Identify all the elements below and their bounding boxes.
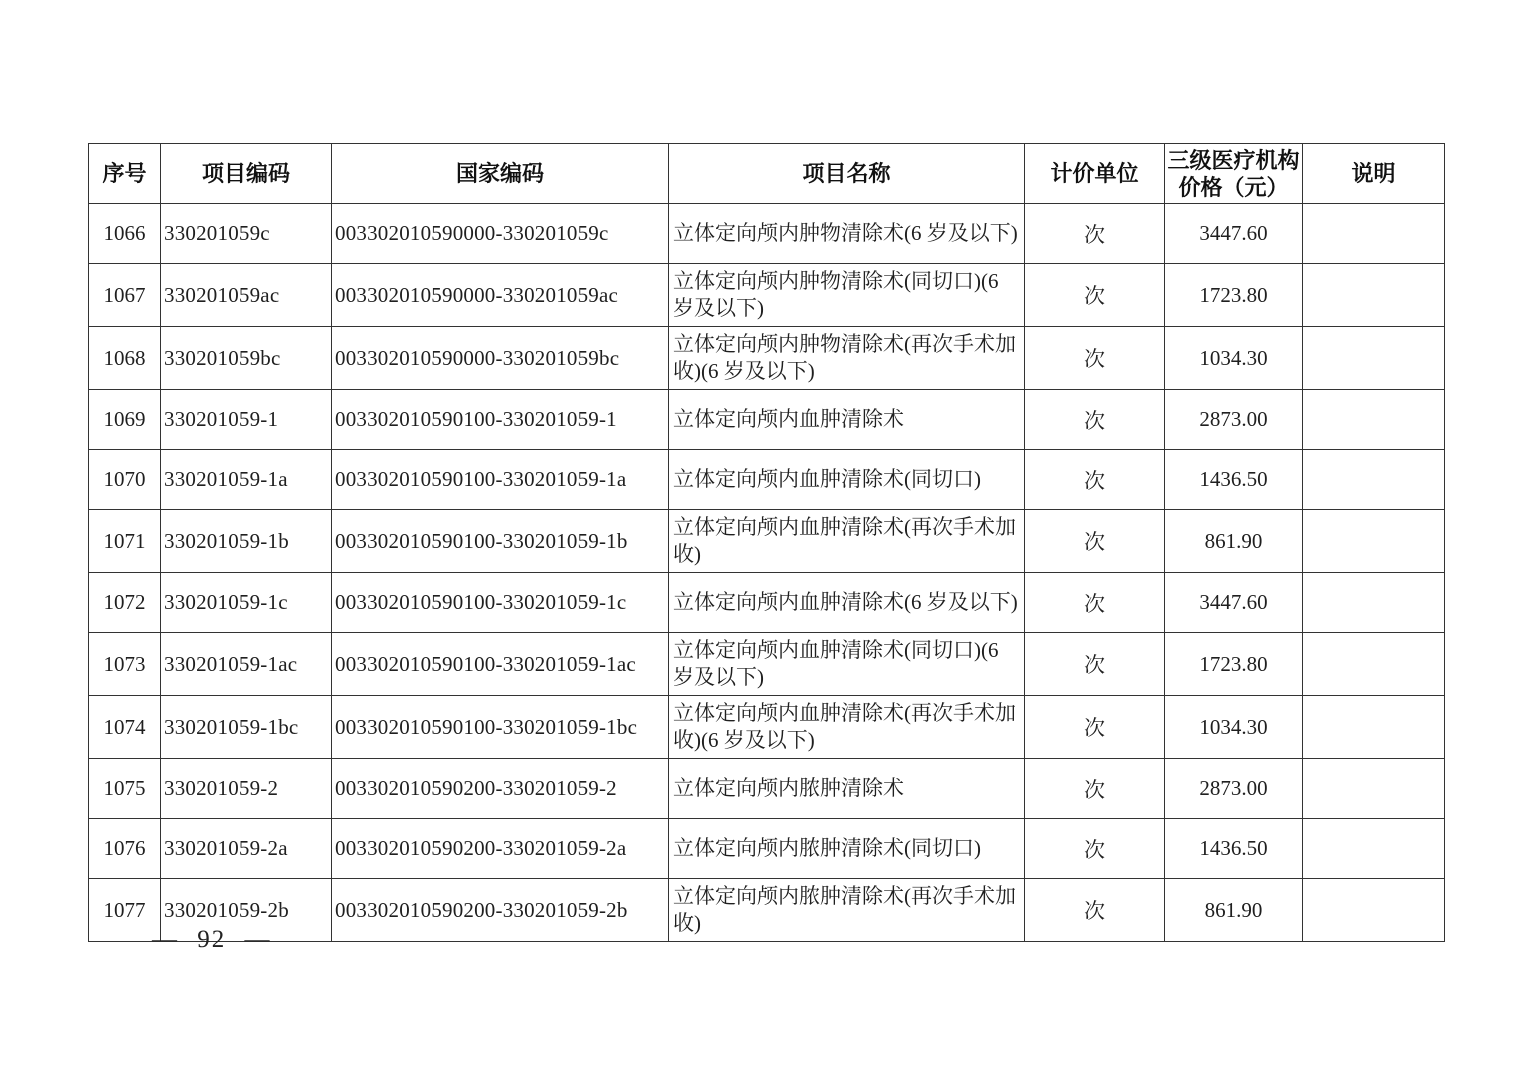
table-row: [89, 327, 1445, 390]
cell-national-code: 003302010590100-330201059-1bc: [332, 696, 669, 759]
cell-item-code: 330201059-2: [161, 759, 332, 819]
cell-item-name: 立体定向颅内肿物清除术(同切口)(6 岁及以下): [669, 264, 1025, 327]
cell-unit: 次: [1025, 879, 1165, 942]
cell-item-name: 立体定向颅内血肿清除术(再次手术加收)(6 岁及以下): [669, 696, 1025, 759]
table-body: [89, 204, 1445, 942]
cell-item-name: 立体定向颅内脓肿清除术(再次手术加收): [669, 879, 1025, 942]
table-row: [89, 510, 1445, 573]
cell-note: [1303, 510, 1445, 573]
table-row: [89, 204, 1445, 264]
col-header-item-code: 项目编码: [161, 144, 332, 204]
cell-note: [1303, 450, 1445, 510]
cell-note: [1303, 327, 1445, 390]
cell-item-name: 立体定向颅内脓肿清除术(同切口): [669, 819, 1025, 879]
cell-unit: 次: [1025, 573, 1165, 633]
cell-item-code: 330201059-1c: [161, 573, 332, 633]
header-row: [89, 144, 1445, 204]
cell-price: 1723.80: [1165, 633, 1303, 696]
col-header-item-name: 项目名称: [669, 144, 1025, 204]
cell-item-name: 立体定向颅内脓肿清除术: [669, 759, 1025, 819]
cell-item-name: 立体定向颅内血肿清除术(6 岁及以下): [669, 573, 1025, 633]
cell-item-code: 330201059bc: [161, 327, 332, 390]
cell-national-code: 003302010590200-330201059-2a: [332, 819, 669, 879]
cell-price: 1436.50: [1165, 819, 1303, 879]
cell-item-code: 330201059-1bc: [161, 696, 332, 759]
price-table: [88, 143, 1445, 942]
table-row: [89, 696, 1445, 759]
cell-index: 1077: [89, 879, 161, 942]
cell-unit: 次: [1025, 264, 1165, 327]
col-header-note: 说明: [1303, 144, 1445, 204]
cell-note: [1303, 696, 1445, 759]
cell-national-code: 003302010590000-330201059ac: [332, 264, 669, 327]
cell-item-name: 立体定向颅内血肿清除术: [669, 390, 1025, 450]
cell-national-code: 003302010590100-330201059-1: [332, 390, 669, 450]
cell-item-code: 330201059ac: [161, 264, 332, 327]
cell-note: [1303, 633, 1445, 696]
cell-index: 1075: [89, 759, 161, 819]
cell-item-code: 330201059-2a: [161, 819, 332, 879]
cell-note: [1303, 390, 1445, 450]
cell-unit: 次: [1025, 450, 1165, 510]
cell-note: [1303, 264, 1445, 327]
cell-item-name: 立体定向颅内血肿清除术(同切口)(6 岁及以下): [669, 633, 1025, 696]
cell-unit: 次: [1025, 510, 1165, 573]
cell-national-code: 003302010590100-330201059-1ac: [332, 633, 669, 696]
cell-unit: 次: [1025, 759, 1165, 819]
cell-unit: 次: [1025, 390, 1165, 450]
cell-unit: 次: [1025, 633, 1165, 696]
cell-index: 1076: [89, 819, 161, 879]
cell-national-code: 003302010590000-330201059c: [332, 204, 669, 264]
cell-price: 861.90: [1165, 879, 1303, 942]
cell-unit: 次: [1025, 696, 1165, 759]
cell-note: [1303, 204, 1445, 264]
cell-index: 1070: [89, 450, 161, 510]
table-row: [89, 450, 1445, 510]
cell-index: 1074: [89, 696, 161, 759]
cell-price: 3447.60: [1165, 573, 1303, 633]
cell-unit: 次: [1025, 204, 1165, 264]
cell-item-name: 立体定向颅内血肿清除术(再次手术加收): [669, 510, 1025, 573]
cell-index: 1073: [89, 633, 161, 696]
cell-price: 3447.60: [1165, 204, 1303, 264]
cell-item-code: 330201059-2b: [161, 879, 332, 942]
cell-price: 1034.30: [1165, 327, 1303, 390]
cell-national-code: 003302010590100-330201059-1b: [332, 510, 669, 573]
page-number: — 92 —: [152, 926, 272, 953]
cell-note: [1303, 759, 1445, 819]
cell-national-code: 003302010590000-330201059bc: [332, 327, 669, 390]
col-header-index: 序号: [89, 144, 161, 204]
cell-price: 2873.00: [1165, 759, 1303, 819]
table-row: [89, 879, 1445, 942]
table-row: [89, 633, 1445, 696]
cell-unit: 次: [1025, 327, 1165, 390]
cell-price: 1436.50: [1165, 450, 1303, 510]
cell-item-code: 330201059-1ac: [161, 633, 332, 696]
cell-index: 1066: [89, 204, 161, 264]
table-row: [89, 759, 1445, 819]
cell-price: 2873.00: [1165, 390, 1303, 450]
price-header-line2: 价格（元）: [1178, 174, 1289, 200]
cell-price: 861.90: [1165, 510, 1303, 573]
cell-item-name: 立体定向颅内血肿清除术(同切口): [669, 450, 1025, 510]
cell-price: 1723.80: [1165, 264, 1303, 327]
price-header-line1: 三级医疗机构: [1167, 147, 1300, 173]
col-header-national-code: 国家编码: [332, 144, 669, 204]
cell-index: 1072: [89, 573, 161, 633]
cell-national-code: 003302010590200-330201059-2: [332, 759, 669, 819]
cell-index: 1068: [89, 327, 161, 390]
cell-index: 1069: [89, 390, 161, 450]
cell-item-code: 330201059-1a: [161, 450, 332, 510]
cell-index: 1071: [89, 510, 161, 573]
table-row: [89, 819, 1445, 879]
cell-item-code: 330201059-1b: [161, 510, 332, 573]
col-header-unit: 计价单位: [1025, 144, 1165, 204]
cell-item-name: 立体定向颅内肿物清除术(6 岁及以下): [669, 204, 1025, 264]
cell-index: 1067: [89, 264, 161, 327]
col-header-price: [1165, 144, 1303, 204]
cell-item-code: 330201059c: [161, 204, 332, 264]
cell-national-code: 003302010590100-330201059-1a: [332, 450, 669, 510]
cell-note: [1303, 819, 1445, 879]
table-row: [89, 573, 1445, 633]
cell-item-code: 330201059-1: [161, 390, 332, 450]
cell-national-code: 003302010590200-330201059-2b: [332, 879, 669, 942]
cell-note: [1303, 879, 1445, 942]
cell-national-code: 003302010590100-330201059-1c: [332, 573, 669, 633]
cell-unit: 次: [1025, 819, 1165, 879]
cell-note: [1303, 573, 1445, 633]
table-row: [89, 264, 1445, 327]
table-row: [89, 390, 1445, 450]
cell-item-name: 立体定向颅内肿物清除术(再次手术加收)(6 岁及以下): [669, 327, 1025, 390]
table-header: [89, 144, 1445, 204]
cell-price: 1034.30: [1165, 696, 1303, 759]
